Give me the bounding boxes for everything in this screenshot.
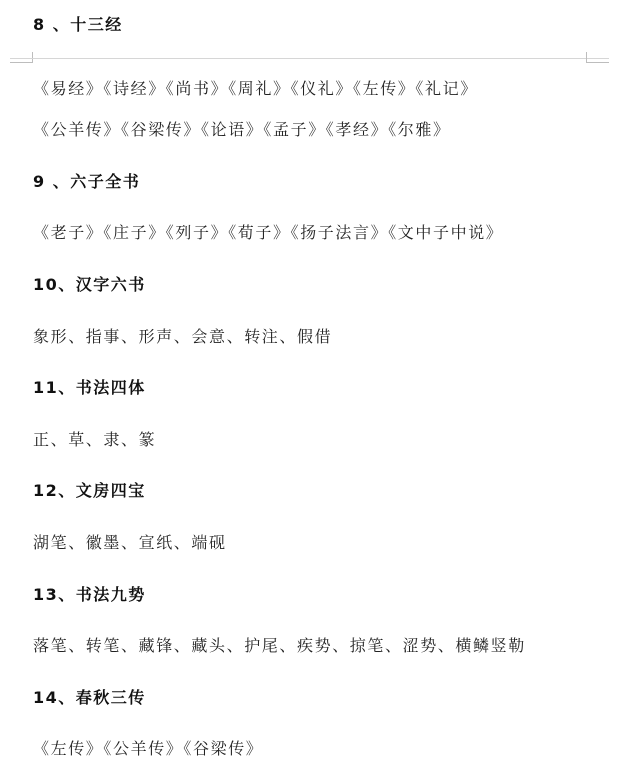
section-heading-three-commentaries: 14、春秋三传 — [33, 688, 146, 707]
page-corner-mark-right — [586, 52, 609, 63]
section-heading-nine-strokes: 13、书法九势 — [33, 585, 146, 604]
section-text-line: 《左传》《公羊传》《谷梁传》 — [33, 739, 264, 758]
section-text-line: 落笔、转笔、藏锋、藏头、护尾、疾势、掠笔、涩势、横鳞竖勒 — [33, 636, 526, 655]
section-text-line: 《易经》《诗经》《尚书》《周礼》《仪礼》《左传》《礼记》 — [33, 79, 478, 98]
section-text-line: 《公羊传》《谷梁传》《论语》《孟子》《孝经》《尔雅》 — [33, 120, 451, 139]
section-heading-four-treasures: 12、文房四宝 — [33, 481, 146, 500]
page-break-divider — [0, 48, 619, 68]
section-heading-thirteen-classics: 8 、十三经 — [33, 15, 123, 34]
section-text-line: 《老子》《庄子》《列子》《荀子》《扬子法言》《文中子中说》 — [33, 223, 504, 242]
section-heading-six-scripts: 10、汉字六书 — [33, 275, 146, 294]
section-text-line: 湖笔、徽墨、宣纸、端砚 — [33, 533, 227, 552]
page-break-line — [10, 58, 609, 59]
section-text-line: 象形、指事、形声、会意、转注、假借 — [33, 327, 333, 346]
section-heading-four-calligraphy-styles: 11、书法四体 — [33, 378, 146, 397]
section-heading-six-masters: 9 、六子全书 — [33, 172, 141, 191]
section-text-line: 正、草、隶、篆 — [33, 430, 157, 449]
